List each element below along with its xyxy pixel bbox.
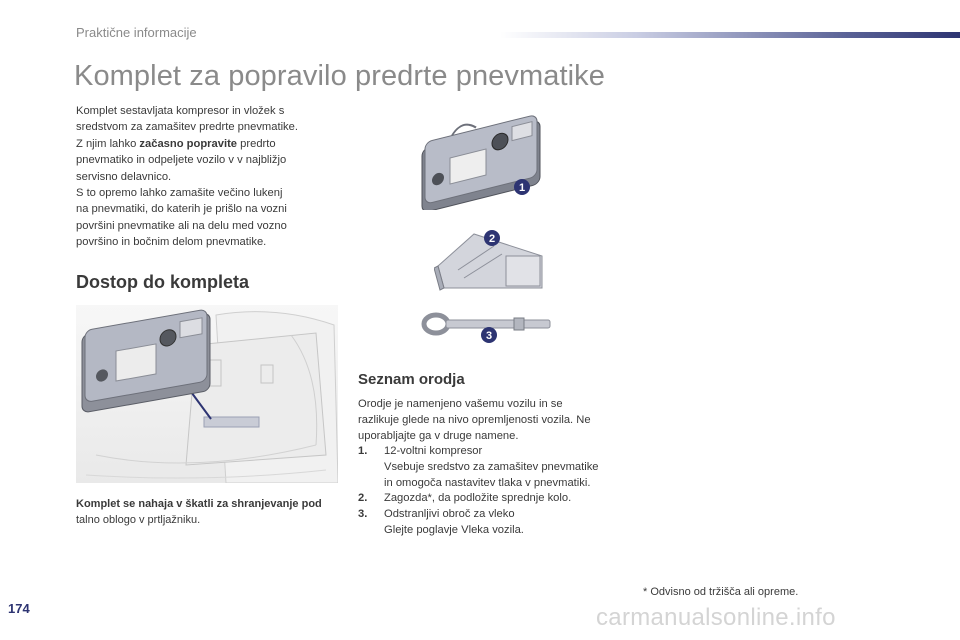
- list-item-text: Odstranljivi obroč za vleko: [384, 508, 515, 521]
- list-item-text: in omogoča nastavitev tlaka v pnevmatiki.: [384, 476, 591, 489]
- intro-line: S to opremo lahko zamašite večino lukenj: [76, 187, 283, 200]
- intro-line: površini pnevmatike ali na delu med vozno: [76, 219, 287, 232]
- intro-line: pnevmatiko in odpeljete vozilo v v najbližjo: [76, 154, 287, 167]
- caption-bold: Komplet se nahaja v škatli za shranjevanje pod: [76, 498, 322, 510]
- access-section-title: Dostop do kompleta: [76, 272, 250, 292]
- list-item-text: 12-voltni kompresor: [384, 445, 483, 457]
- header-gradient-bar: [500, 32, 960, 38]
- compressor-kit-illustration: [418, 108, 563, 210]
- intro-line: sredstvom za zamašitev predrte pnevmatike.: [76, 121, 298, 134]
- intro-line: servisno delavnico.: [76, 170, 172, 183]
- section-header: Praktične informacije: [76, 25, 197, 40]
- footnote: * Odvisno od tržišča ali opreme.: [643, 586, 799, 598]
- intro-paragraph: [76, 103, 346, 251]
- list-item: [358, 444, 628, 491]
- watermark: carmanualsonline.info: [596, 604, 836, 631]
- intro-line: Komplet sestavljata kompresor in vložek s: [76, 105, 285, 117]
- tools-intro: [358, 396, 628, 444]
- tools-intro-line: Orodje je namenjeno vašemu vozilu in se: [358, 398, 563, 410]
- intro-emphasis: začasno popravite: [139, 137, 238, 150]
- list-item-number: 3.: [358, 508, 368, 521]
- list-item-number: 1.: [358, 445, 368, 457]
- kit-location-caption: [76, 496, 346, 528]
- list-item-text: Vsebuje sredstvo za zamašitev pnevmatike: [384, 460, 599, 473]
- tools-section-title: Seznam orodja: [358, 371, 465, 388]
- page-title: Komplet za popravilo predrte pnevmatike: [74, 60, 606, 92]
- list-item-text: Zagozda*, da podložite sprednje kolo.: [384, 492, 572, 505]
- intro-line: na pnevmatiki, do katerih je prišlo na vozni: [76, 203, 287, 216]
- list-item: [358, 507, 628, 539]
- wedge-illustration: [434, 226, 552, 296]
- page-number: 174: [8, 601, 30, 616]
- towing-ring-illustration: [418, 310, 558, 346]
- callout-3: 3: [485, 330, 493, 342]
- tools-intro-line: uporabljajte ga v druge namene.: [358, 430, 519, 442]
- intro-line: površino in bočnim delom pnevmatike.: [76, 236, 267, 249]
- list-item-text: Glejte poglavje Vleka vozila.: [384, 523, 524, 536]
- tools-intro-line: razlikuje glede na nivo opremljenosti vozila. Ne: [358, 414, 591, 426]
- list-item: [358, 491, 628, 507]
- caption-text: talno oblogo v prtljažniku.: [76, 514, 201, 526]
- intro-text: Z njim lahko: [76, 137, 140, 150]
- callout-1: 1: [518, 182, 526, 194]
- intro-line: [76, 136, 346, 152]
- tools-list: [358, 444, 628, 539]
- intro-text: predrto: [237, 137, 276, 150]
- list-item-number: 2.: [358, 492, 368, 505]
- callout-2: 2: [488, 233, 496, 245]
- trunk-kit-illustration: [76, 305, 338, 483]
